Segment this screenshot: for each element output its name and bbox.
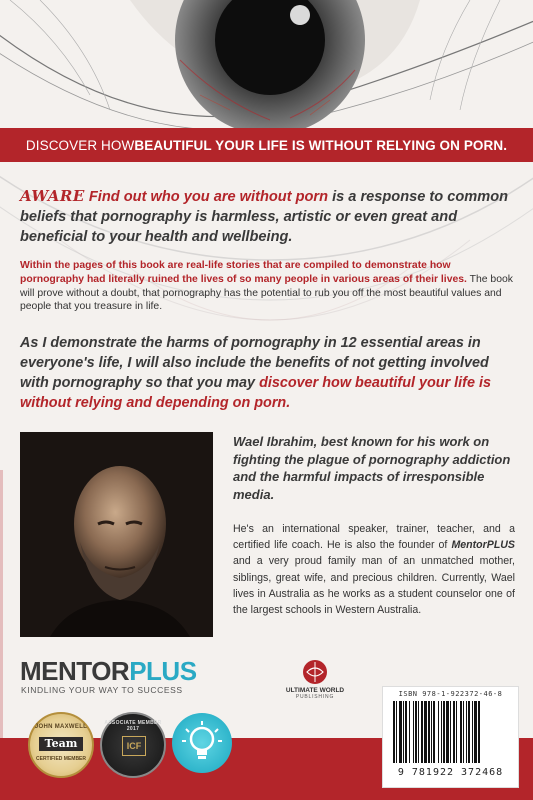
isbn-text: ISBN 978-1-922372-46-8 xyxy=(398,690,503,698)
ean-text: 9 781922 372468 xyxy=(397,767,504,778)
bio-company: MentorPLUS xyxy=(451,539,515,552)
author-portrait xyxy=(20,432,213,637)
logo-tagline: KINDLING YOUR WAY TO SUCCESS xyxy=(21,685,183,695)
aware-brand: AWARE xyxy=(20,187,85,205)
maxwell-team-badge xyxy=(28,712,94,778)
harms-text: As I demonstrate the harms of pornography in 12 essential areas in everyone's life, I will also include the benefits of not getting involved with pornography so that you may xyxy=(20,335,489,391)
publisher-globe-icon xyxy=(303,660,327,684)
headline-banner xyxy=(0,128,533,162)
mentorplus-logo xyxy=(20,656,197,687)
harms-highlight: discover how beautiful your life is without relying and depending on porn. xyxy=(20,375,491,411)
maxwell-top-text: JOHN MAXWELL xyxy=(34,724,88,730)
author-intro: Wael Ibrahim, best known for his work on fighting the plague of pornography addiction and the harmful impacts of irresponsible media. xyxy=(233,434,511,502)
barcode-panel xyxy=(382,686,519,788)
maxwell-bottom-text: CERTIFIED MEMBER xyxy=(36,756,86,762)
intro-highlight: Find out who you are without porn xyxy=(84,189,329,205)
lightbulb-badge xyxy=(172,713,232,773)
bio-part1: He's an international speaker, trainer, teacher, and a certified life coach. He is also the founder of xyxy=(233,523,515,552)
stories-rest: The book will prove without a doubt, that pornography has the potential to rub you off the most beautiful values and people that you treasure in life. xyxy=(20,273,513,313)
lightbulb-icon xyxy=(172,713,232,773)
harms-paragraph xyxy=(20,333,514,413)
stories-red: Within the pages of this book are real-life stories that are compiled to demonstrate how pornography had literally ruined the lives of so many people in various areas of their lives. xyxy=(20,260,467,285)
associate-member-badge xyxy=(100,712,166,778)
banner-bold: BEAUTIFUL YOUR LIFE IS WITHOUT RELYING ON PORN. xyxy=(134,137,508,153)
associate-ring-text: ASSOCIATE MEMBER 2017 xyxy=(104,720,162,732)
publisher-sub: PUBLISHING xyxy=(295,694,335,700)
logo-mentor: MENTOR xyxy=(20,656,130,686)
maxwell-team-text: Team xyxy=(39,737,83,751)
intro-rest: is a response to common beliefs that pornography is harmless, artistic or even great and beneficial to your health and wellbeing. xyxy=(20,189,509,245)
associate-core-text: ICF xyxy=(122,736,146,756)
author-photo xyxy=(20,432,213,637)
publisher-logo xyxy=(282,660,348,700)
stories-paragraph xyxy=(20,259,514,314)
logo-plus: PLUS xyxy=(129,656,197,686)
banner-prefix: DISCOVER HOW xyxy=(25,137,135,153)
author-bio xyxy=(233,521,515,618)
publisher-name: ULTIMATE WORLD xyxy=(285,687,345,694)
bio-part2: and a very proud family man of an unmatched mother, siblings, great wife, and precious children. Currently, Wael lives in Australia as he works as a student counselor one of the largest schools in Western Australia. xyxy=(233,555,515,617)
intro-paragraph xyxy=(20,186,514,247)
barcode-icon xyxy=(393,701,507,763)
